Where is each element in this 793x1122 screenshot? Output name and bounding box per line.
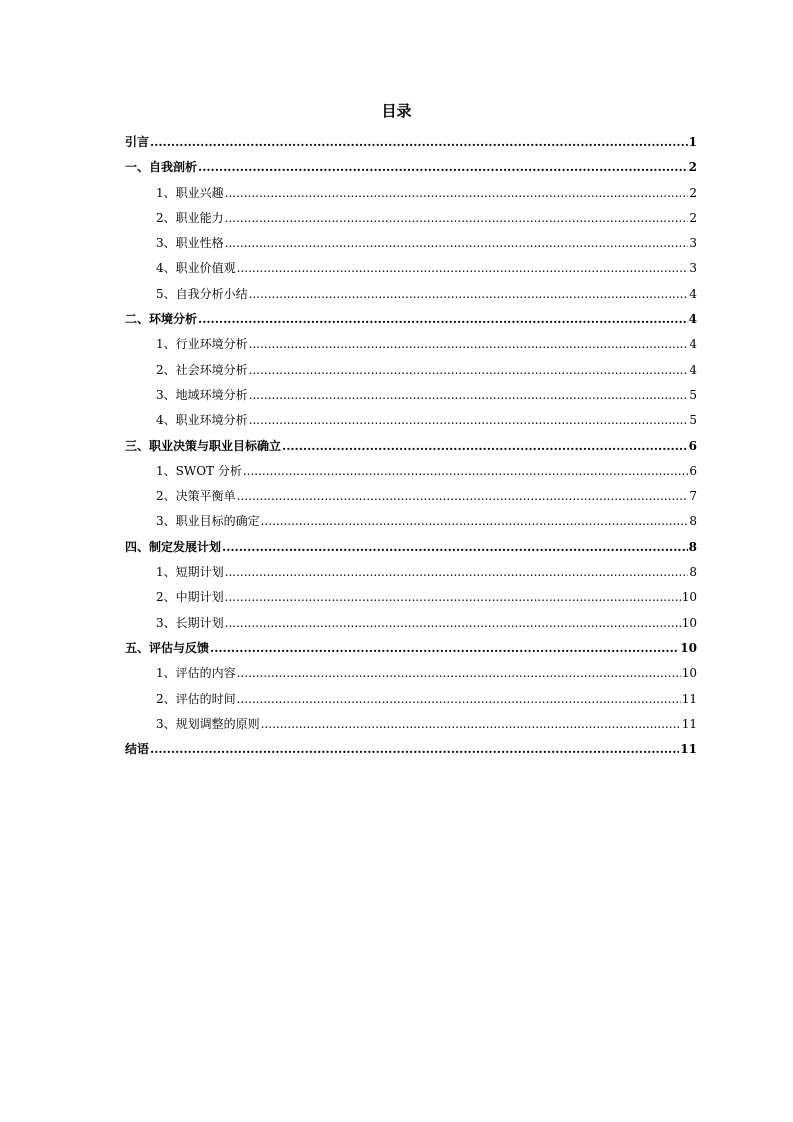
dot-leader [237, 256, 689, 281]
toc-page-number: 2 [688, 160, 697, 175]
toc-entry-title: 3、地域环境分析 [156, 387, 248, 402]
toc-entry-title: 4、职业价值观 [156, 261, 236, 276]
toc-entry-title: 2、职业能力 [156, 210, 224, 225]
dot-leader [225, 560, 689, 585]
toc-page-number: 3 [689, 236, 697, 251]
toc-entry-title: 二、环境分析 [125, 312, 198, 327]
toc-section-entry[interactable] [125, 484, 697, 509]
toc-entry-title: 五、评估与反馈 [125, 640, 210, 655]
toc-section-entry[interactable] [125, 661, 697, 686]
toc-entry-title: 引言 [125, 135, 150, 149]
toc-page-number: 8 [689, 565, 697, 580]
toc-page-number: 10 [681, 590, 697, 605]
toc-page-number: 5 [689, 387, 697, 402]
toc-chapter-entry[interactable] [125, 535, 697, 560]
dot-leader [261, 712, 681, 737]
toc-page-number: 6 [688, 438, 697, 453]
toc-page-number: 4 [689, 362, 697, 377]
dot-leader [225, 206, 689, 231]
toc-page-number: 3 [689, 261, 697, 276]
dot-leader [198, 155, 688, 180]
toc-entry-title: 3、职业目标的确定 [156, 514, 260, 529]
toc-section-entry[interactable] [125, 560, 697, 585]
toc-page-number: 1 [688, 135, 697, 149]
toc-section-entry[interactable] [125, 256, 697, 281]
toc-entry-title: 2、评估的时间 [156, 691, 236, 706]
toc-page-number: 11 [680, 742, 697, 757]
toc-chapter-entry[interactable] [125, 434, 697, 459]
toc-entry-title: 三、职业决策与职业目标确立 [125, 438, 282, 453]
dot-leader [249, 408, 689, 433]
toc-entry-title: 1、短期计划 [156, 565, 224, 580]
toc-page-number: 6 [689, 463, 697, 478]
toc-entry-title: 2、社会环境分析 [156, 362, 248, 377]
toc-entry-title: 4、职业环境分析 [156, 413, 248, 428]
toc-chapter-entry[interactable] [125, 636, 697, 661]
toc-section-entry[interactable] [125, 181, 697, 206]
toc-section-entry[interactable] [125, 383, 697, 408]
toc-page-number: 11 [681, 691, 697, 706]
toc-chapter-entry[interactable] [125, 737, 697, 762]
dot-leader [222, 535, 688, 560]
dot-leader [225, 611, 681, 636]
toc-entry-title: 1、职业兴趣 [156, 185, 224, 200]
toc-section-entry[interactable] [125, 509, 697, 534]
table-of-contents [125, 130, 697, 762]
toc-page-number: 8 [688, 539, 697, 554]
toc-chapter-entry[interactable] [125, 155, 697, 180]
toc-page-number: 11 [681, 716, 697, 731]
toc-entry-title: 3、规划调整的原则 [156, 716, 260, 731]
toc-section-entry[interactable] [125, 408, 697, 433]
toc-page-number: 10 [681, 615, 697, 630]
toc-page-number: 7 [689, 489, 697, 504]
toc-section-entry[interactable] [125, 358, 697, 383]
toc-section-entry[interactable] [125, 611, 697, 636]
toc-entry-title: 5、自我分析小结 [156, 286, 248, 301]
toc-page-number: 4 [689, 337, 697, 352]
toc-page-number: 10 [680, 640, 697, 655]
dot-leader [237, 661, 681, 686]
dot-leader [225, 181, 689, 206]
toc-entry-title: 2、中期计划 [156, 590, 224, 605]
toc-section-entry[interactable] [125, 459, 697, 484]
toc-page-number: 5 [689, 413, 697, 428]
toc-section-entry[interactable] [125, 332, 697, 357]
toc-entry-title: 结语 [125, 742, 150, 757]
dot-leader [237, 484, 689, 509]
toc-entry-title: 一、自我剖析 [125, 160, 198, 175]
toc-entry-title: 四、制定发展计划 [125, 539, 222, 554]
dot-leader [243, 459, 689, 484]
dot-leader [225, 231, 689, 256]
toc-entry-title: 1、行业环境分析 [156, 337, 248, 352]
toc-section-entry[interactable] [125, 282, 697, 307]
toc-section-entry[interactable] [125, 687, 697, 712]
toc-section-entry[interactable] [125, 206, 697, 231]
dot-leader [237, 687, 681, 712]
toc-page-number: 2 [689, 210, 697, 225]
toc-page-number: 10 [681, 666, 697, 681]
dot-leader [210, 636, 679, 661]
dot-leader [150, 130, 688, 155]
toc-page-number: 8 [689, 514, 697, 529]
dot-leader [150, 737, 679, 762]
toc-entry-title: 3、长期计划 [156, 615, 224, 630]
toc-page-number: 4 [688, 312, 697, 327]
toc-section-entry[interactable] [125, 585, 697, 610]
dot-leader [198, 307, 688, 332]
toc-section-entry[interactable] [125, 231, 697, 256]
toc-chapter-entry[interactable] [125, 307, 697, 332]
toc-title: 目录 [381, 102, 412, 120]
dot-leader [249, 282, 689, 307]
dot-leader [249, 358, 689, 383]
dot-leader [282, 434, 688, 459]
toc-entry-title: 3、职业性格 [156, 236, 224, 251]
toc-chapter-entry[interactable] [125, 130, 697, 155]
dot-leader [249, 332, 689, 357]
dot-leader [225, 585, 681, 610]
toc-entry-title: 2、决策平衡单 [156, 489, 236, 504]
toc-page-number: 4 [689, 286, 697, 301]
toc-page-number: 2 [689, 185, 697, 200]
toc-entry-title: 1、SWOT 分析 [156, 463, 242, 478]
toc-entry-title: 1、评估的内容 [156, 666, 236, 681]
dot-leader [261, 509, 689, 534]
dot-leader [249, 383, 689, 408]
toc-section-entry[interactable] [125, 712, 697, 737]
